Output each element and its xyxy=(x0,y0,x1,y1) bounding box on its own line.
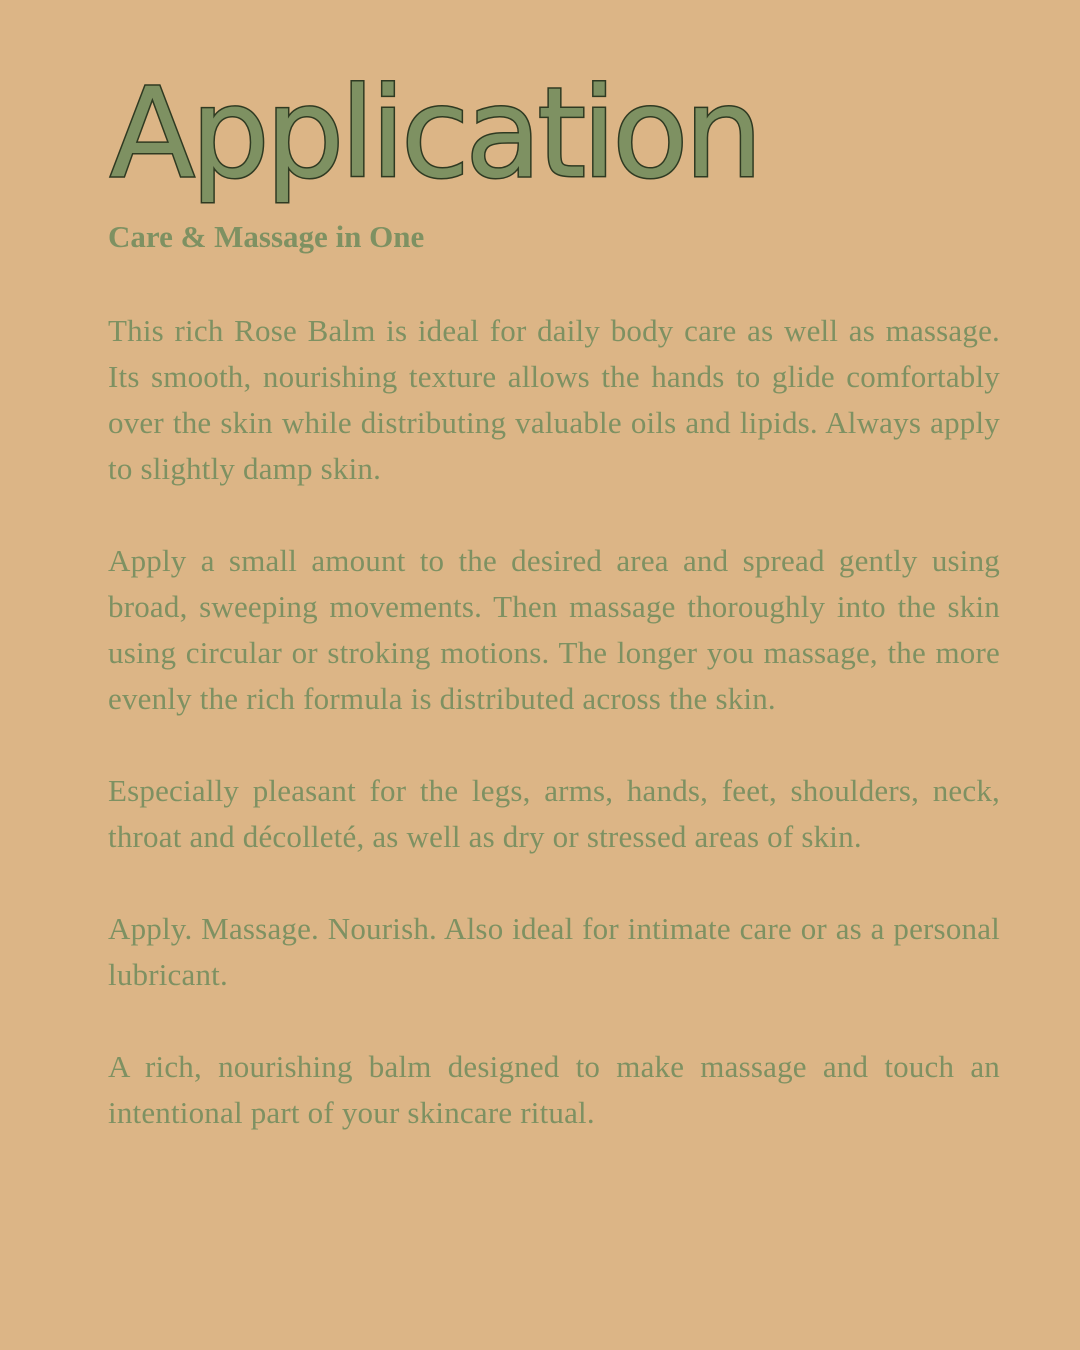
paragraph-2: Apply a small amount to the desired area and spread gently using broad, sweeping movements. Then massage thoroughly into the skin using circular or stroking motions. The longer you massage, the more evenly the rich formula is distributed across the skin. xyxy=(108,543,1000,716)
title-artwork xyxy=(110,58,759,228)
page-title xyxy=(110,58,759,228)
paragraph-1: This rich Rose Balm is ideal for daily body care as well as massage. Its smooth, nourishing texture allows the hands to glide comfortably over the skin while distributing valuable oils and lipids. Always apply to slightly damp skin. xyxy=(108,313,1000,486)
subtitle: Care & Massage in One xyxy=(108,219,425,254)
paragraph-3: Especially pleasant for the legs, arms, hands, feet, shoulders, neck, throat and décolleté, as well as dry or stressed areas of skin. xyxy=(108,773,1000,854)
title-text: Application xyxy=(110,62,759,206)
paragraph-5: A rich, nourishing balm designed to make massage and touch an intentional part of your skincare ritual. xyxy=(108,1049,1000,1130)
paragraph-4: Apply. Massage. Nourish. Also ideal for intimate care or as a personal lubricant. xyxy=(108,911,1000,992)
application-copy xyxy=(108,308,1000,1136)
